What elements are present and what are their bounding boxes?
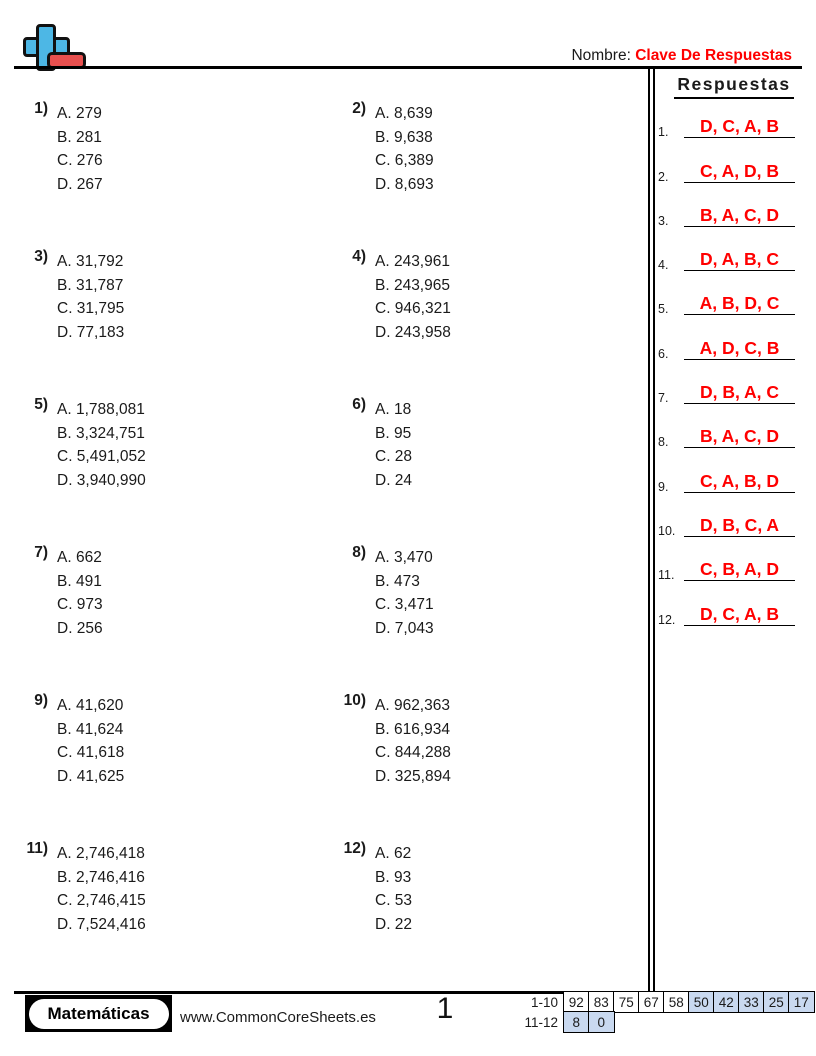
question-block <box>18 544 336 692</box>
option-c: C. 844,288 <box>375 744 451 762</box>
score-cell: 50 <box>688 991 715 1013</box>
answer-number: 1. <box>658 125 669 140</box>
answer-value: C, A, B, D <box>684 471 795 493</box>
option-a: A. 31,792 <box>57 253 124 270</box>
answer-value: D, B, A, C <box>684 382 795 404</box>
score-row-label: 11-12 <box>524 1014 558 1030</box>
option-b: B. 41,624 <box>57 720 124 738</box>
option-d: D. 243,958 <box>375 323 451 341</box>
option-b: B. 31,787 <box>57 276 124 294</box>
option-c: C. 5,491,052 <box>57 448 146 466</box>
option-a: A. 243,961 <box>375 253 450 270</box>
answer-row <box>656 368 812 412</box>
option-b: B. 3,324,751 <box>57 424 145 442</box>
option-d: D. 7,524,416 <box>57 915 146 933</box>
answer-value: D, A, B, C <box>684 249 795 271</box>
option-c: C. 31,795 <box>57 300 125 318</box>
name-line <box>571 47 792 65</box>
question-block <box>336 100 636 248</box>
question-block <box>336 396 636 544</box>
subject-badge-label: Matemáticas <box>29 999 169 1029</box>
answer-row <box>656 146 812 190</box>
question-options <box>57 544 103 643</box>
answer-value: A, D, C, B <box>684 338 795 360</box>
answer-number: 2. <box>658 169 669 184</box>
question-number: 11) <box>26 840 48 857</box>
answer-value: B, A, C, D <box>684 205 795 227</box>
question-options <box>375 396 412 495</box>
option-a: A. 279 <box>57 105 102 122</box>
option-b: B. 616,934 <box>375 720 450 738</box>
answer-row <box>656 323 812 367</box>
question-block <box>18 396 336 544</box>
option-b: B. 491 <box>57 572 102 590</box>
option-b: B. 95 <box>375 424 412 442</box>
option-a: A. 62 <box>375 845 412 862</box>
question-options <box>375 248 451 347</box>
score-cell: 92 <box>563 991 590 1013</box>
question-block <box>18 692 336 840</box>
page-number: 1 <box>436 992 454 1025</box>
option-c: C. 6,389 <box>375 152 434 170</box>
answer-value: D, C, A, B <box>684 604 795 626</box>
option-b: B. 9,638 <box>375 128 433 146</box>
question-options <box>375 100 434 199</box>
score-cell: 58 <box>663 991 690 1013</box>
answer-number: 8. <box>658 435 669 450</box>
option-c: C. 276 <box>57 152 103 170</box>
option-a: A. 41,620 <box>57 697 124 714</box>
answer-value: B, A, C, D <box>684 426 795 448</box>
score-row <box>492 1011 815 1033</box>
option-d: D. 22 <box>375 915 413 933</box>
option-a: A. 962,363 <box>375 697 450 714</box>
score-cells <box>563 991 815 1013</box>
question-block <box>336 544 636 692</box>
answer-row <box>656 235 812 279</box>
option-c: C. 946,321 <box>375 300 451 318</box>
option-d: D. 256 <box>57 619 103 637</box>
option-b: B. 281 <box>57 128 102 146</box>
option-c: C. 53 <box>375 892 413 910</box>
score-row <box>492 991 815 1013</box>
question-options <box>57 248 124 347</box>
question-options <box>57 396 146 495</box>
answer-value: C, B, A, D <box>684 559 795 581</box>
score-cell: 0 <box>588 1011 615 1033</box>
answer-row <box>656 545 812 589</box>
score-cell: 83 <box>588 991 615 1013</box>
question-number: 1) <box>34 100 48 117</box>
question-options <box>375 692 451 791</box>
question-number: 9) <box>34 692 48 709</box>
answer-number: 3. <box>658 213 669 228</box>
question-block <box>18 248 336 396</box>
answers-list <box>656 102 812 634</box>
question-number: 5) <box>34 396 48 413</box>
question-number: 10) <box>343 692 366 709</box>
option-a: A. 1,788,081 <box>57 401 145 418</box>
answer-number: 10. <box>658 523 676 538</box>
score-cell: 33 <box>738 991 765 1013</box>
answers-title: Respuestas <box>674 74 793 99</box>
question-options <box>57 100 103 199</box>
score-cells <box>563 1011 615 1033</box>
answer-row <box>656 279 812 323</box>
score-table <box>492 991 815 1033</box>
answer-number: 9. <box>658 479 669 494</box>
question-number: 4) <box>352 248 366 265</box>
answer-row <box>656 412 812 456</box>
plus-minus-logo <box>20 8 90 70</box>
answers-panel-header <box>656 74 812 99</box>
option-d: D. 267 <box>57 175 103 193</box>
header-divider <box>14 66 802 69</box>
question-block <box>336 248 636 396</box>
option-a: A. 662 <box>57 549 102 566</box>
option-c: C. 41,618 <box>57 744 125 762</box>
answer-row <box>656 501 812 545</box>
option-d: D. 8,693 <box>375 175 434 193</box>
question-number: 3) <box>34 248 48 265</box>
questions-grid <box>18 100 648 988</box>
answer-value: D, C, A, B <box>684 116 795 138</box>
score-cell: 42 <box>713 991 740 1013</box>
website-url: www.CommonCoreSheets.es <box>180 1009 376 1026</box>
question-block <box>336 840 636 988</box>
option-a: A. 8,639 <box>375 105 433 122</box>
answer-value: D, B, C, A <box>684 515 795 537</box>
option-d: D. 325,894 <box>375 767 451 785</box>
question-number: 2) <box>352 100 366 117</box>
option-d: D. 41,625 <box>57 767 125 785</box>
option-c: C. 973 <box>57 596 103 614</box>
answer-number: 12. <box>658 612 676 627</box>
question-number: 12) <box>343 840 366 857</box>
option-d: D. 3,940,990 <box>57 471 146 489</box>
answer-number: 6. <box>658 346 669 361</box>
option-c: C. 28 <box>375 448 413 466</box>
score-cell: 75 <box>613 991 640 1013</box>
answer-row <box>656 102 812 146</box>
answer-value: C, A, D, B <box>684 161 795 183</box>
name-label: Nombre: <box>571 47 631 64</box>
vertical-separator <box>648 69 655 991</box>
score-cell: 67 <box>638 991 665 1013</box>
option-b: B. 2,746,416 <box>57 868 145 886</box>
answer-number: 4. <box>658 258 669 273</box>
answer-number: 7. <box>658 391 669 406</box>
answer-number: 5. <box>658 302 669 317</box>
question-options <box>375 840 412 939</box>
answer-value: A, B, D, C <box>684 293 795 315</box>
question-options <box>375 544 434 643</box>
answer-row <box>656 589 812 633</box>
question-number: 8) <box>352 544 366 561</box>
score-row-label: 1-10 <box>530 994 558 1010</box>
answer-row <box>656 191 812 235</box>
question-number: 7) <box>34 544 48 561</box>
score-cell: 25 <box>763 991 790 1013</box>
option-b: B. 473 <box>375 572 420 590</box>
question-block <box>18 840 336 988</box>
option-b: B. 93 <box>375 868 412 886</box>
option-a: A. 2,746,418 <box>57 845 145 862</box>
question-options <box>57 840 146 939</box>
answer-key-title: Clave De Respuestas <box>635 47 792 64</box>
option-c: C. 3,471 <box>375 596 434 614</box>
answer-row <box>656 456 812 500</box>
subject-badge <box>25 995 172 1032</box>
question-block <box>336 692 636 840</box>
question-options <box>57 692 124 791</box>
option-b: B. 243,965 <box>375 276 450 294</box>
option-d: D. 24 <box>375 471 413 489</box>
option-d: D. 7,043 <box>375 619 434 637</box>
option-a: A. 18 <box>375 401 412 418</box>
question-block <box>18 100 336 248</box>
score-cell: 17 <box>788 991 815 1013</box>
answer-number: 11. <box>658 568 675 583</box>
option-d: D. 77,183 <box>57 323 125 341</box>
option-c: C. 2,746,415 <box>57 892 146 910</box>
question-number: 6) <box>352 396 366 413</box>
score-cell: 8 <box>563 1011 590 1033</box>
option-a: A. 3,470 <box>375 549 433 566</box>
